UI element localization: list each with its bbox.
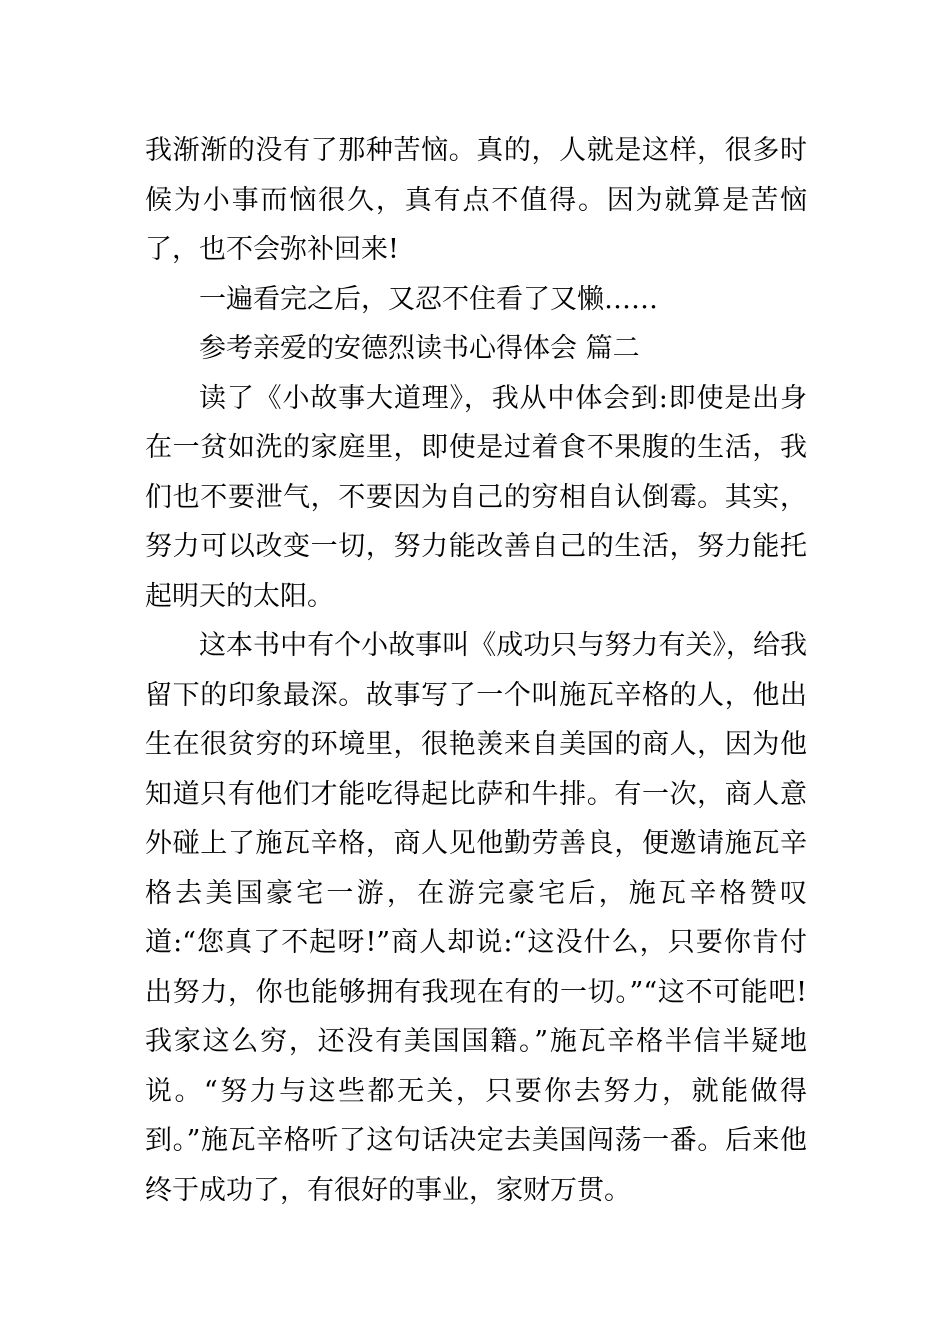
paragraph: 一遍看完之后，又忍不住看了又懒…… <box>199 283 658 315</box>
section-heading: 参考亲爱的安德烈读书心得体会 篇二 <box>199 333 640 364</box>
paragraph-continuation: 我渐渐的没有了那种苦恼。真的，人就是这样，很多时候为小事而恼很久，真有点不值得。因为就算是苦恼了，也不会弥补回来! <box>145 135 807 265</box>
document-body <box>145 126 807 1215</box>
paragraph: 这本书中有个小故事叫《成功只与努力有关》，给我留下的印象最深。故事写了一个叫施瓦辛格的人，他出生在很贫穷的环境里，很艳羡来自美国的商人，因为他知道只有他们才能吃得起比萨和牛排。有一次，商人意外碰上了施瓦辛格，商人见他勤劳善良，便邀请施瓦辛格去美国豪宅一游，在游完豪宅后，施瓦辛格赞叹道:“您真了不起呀!”商人却说:“这没什么，只要你肯付出努力，你也能够拥有我现在有的一切。”“这不可能吧!我家这么穷，还没有美国国籍。”施瓦辛格半信半疑地说。“努力与这些都无关，只要你去努力，就能做得到。”施瓦辛格听了这句话决定去美国闯荡一番。后来他终于成功了，有很好的事业，家财万贯。 <box>145 630 807 1206</box>
paragraph: 读了《小故事大道理》，我从中体会到:即使是出身在一贫如洗的家庭里，即使是过着食不果腹的生活，我们也不要泄气，不要因为自己的穷相自认倒霉。其实，努力可以改变一切，努力能改善自己的生活，努力能托起明天的太阳。 <box>145 382 807 612</box>
